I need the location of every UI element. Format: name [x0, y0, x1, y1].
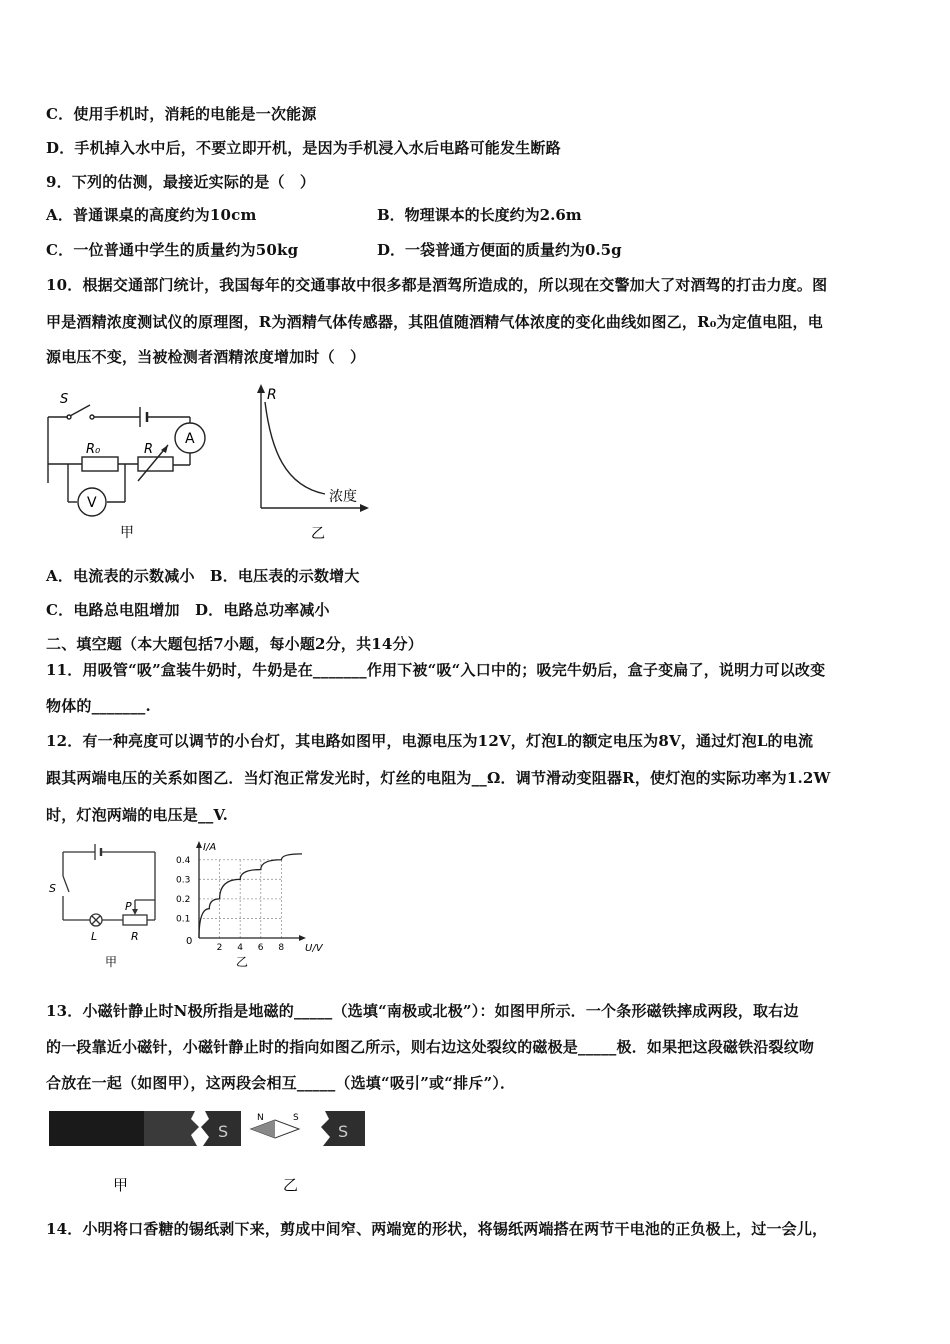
q12-stem-line3: 时，灯泡两端的电压是__V.: [46, 806, 229, 824]
q12-iu-chart: [170, 838, 330, 973]
iu-axis-x-label: U/V: [305, 943, 323, 954]
iu-y-tick-label: 0.3: [176, 875, 191, 886]
q13-stem-line2: 的一段靠近小磁针，小磁针静止时的指向如图乙所示，则右边这处裂纹的磁极是_____极．如果把这段磁铁沿裂纹吻: [46, 1038, 815, 1056]
voltmeter-label: V: [87, 495, 97, 511]
needle-s-label: S: [293, 1113, 299, 1123]
q12-stem-line2: 跟其两端电压的关系如图乙．当灯泡正常发光时，灯丝的电阻为__Ω．调节滑动变阻器R，使灯泡的实际功率为1.2W: [46, 769, 831, 787]
iu-axis-y-label: I/A: [203, 842, 217, 853]
q10-stem-line3: 源电压不变，当被检测者酒精浓度增加时（ ）: [46, 348, 366, 366]
r0-label: R₀: [86, 442, 101, 457]
q13-caption-jia: 甲: [113, 1176, 129, 1194]
magnet-s-label-left: S: [218, 1122, 229, 1141]
q10-circuit-diagram: [40, 385, 220, 545]
q13-magnet-diagram: [45, 1105, 375, 1200]
magnet-n-half: [49, 1111, 144, 1146]
q10-stem-line2: 甲是酒精浓度测试仪的原理图，R为酒精气体传感器，其阻值随酒精气体浓度的变化曲线如图乙，R₀为定值电阻，电: [46, 313, 823, 331]
q11-stem-line1: 11．用吸管“吸”盒装牛奶时，牛奶是在_______作用下被“吸“入口中的；吸完牛奶后，盒子变扁了，说明力可以改变: [46, 661, 826, 679]
q10-options-cd: C．电路总电阻增加 D．电路总功率减小: [46, 601, 330, 619]
figure-caption-jia: 甲: [120, 525, 134, 541]
q12-caption-jia: 甲: [105, 955, 118, 969]
magnet-broken-left: [144, 1111, 199, 1146]
q12-switch-label: S: [49, 882, 56, 895]
q8-option-d: D．手机掉入水中后，不要立即开机，是因为手机浸入水后电路可能发生断路: [46, 139, 561, 157]
iu-x-tick-label: 8: [278, 943, 285, 953]
q12-lamp-label: L: [91, 930, 98, 943]
q13-stem-line1: 13．小磁针静止时N极所指是地磁的_____（选填“南极或北极”）：如图甲所示．一个条形磁铁摔成两段，取右边: [46, 1002, 799, 1020]
q10-resistance-graph: [245, 380, 375, 545]
needle-n-label: N: [257, 1113, 264, 1123]
q9-option-d: D．一袋普通方便面的质量约为0.5g: [377, 241, 622, 259]
q14-stem-line1: 14．小明将口香糖的锡纸剥下来，剪成中间窄、两端宽的形状，将锡纸两端搭在两节干电池的正负极上，过一会儿，: [46, 1220, 828, 1238]
iu-x-tick-label: 6: [257, 943, 264, 953]
q12-lamp-circuit: [45, 840, 170, 970]
q13-caption-yi: 乙: [283, 1176, 299, 1194]
q9-option-c: C．一位普通中学生的质量约为50kg: [46, 241, 299, 259]
q12-caption-yi: 乙: [236, 955, 249, 969]
section-title: 二、填空题（本大题包括7小题，每小题2分，共14分）: [46, 635, 423, 653]
q10-options-ab: A．电流表的示数减小 B．电压表的示数增大: [46, 567, 360, 585]
q9-option-b: B．物理课本的长度约为2.6m: [377, 206, 582, 224]
iu-origin-label: 0: [186, 936, 193, 947]
axis-x-label: 浓度: [329, 489, 357, 505]
iu-y-tick-label: 0.4: [176, 855, 191, 866]
q9-option-a: A．普通课桌的高度约为10cm: [46, 206, 257, 224]
axis-y-label: R: [267, 387, 277, 403]
figure-caption-yi: 乙: [311, 526, 325, 542]
iu-x-tick-label: 4: [237, 943, 243, 953]
q11-stem-line2: 物体的_______.: [46, 697, 151, 715]
q8-option-c: C．使用手机时，消耗的电能是一次能源: [46, 105, 317, 123]
iu-x-tick-label: 2: [216, 943, 223, 953]
q12-rheostat-label: R: [131, 930, 139, 943]
q9-stem: 9．下列的估测，最接近实际的是（ ）: [46, 173, 316, 191]
q13-stem-line3: 合放在一起（如图甲），这两段会相互_____（选填“吸引”或“排斥”）．: [46, 1074, 516, 1092]
iu-y-tick-label: 0.1: [176, 914, 191, 925]
q12-slider-label: P: [125, 900, 132, 913]
magnet-s-label-right: S: [338, 1122, 349, 1141]
iu-y-tick-label: 0.2: [176, 894, 191, 905]
r-label: R: [144, 442, 154, 457]
switch-label: S: [60, 392, 69, 407]
ammeter-label: A: [185, 431, 195, 447]
q12-stem-line1: 12．有一种亮度可以调节的小台灯，其电路如图甲，电源电压为12V，灯泡L的额定电压为8V，通过灯泡L的电流: [46, 732, 814, 750]
q10-stem-line1: 10．根据交通部门统计，我国每年的交通事故中很多都是酒驾所造成的，所以现在交警加大了对酒驾的打击力度。图: [46, 276, 828, 294]
iu-curve-line: [199, 854, 302, 938]
